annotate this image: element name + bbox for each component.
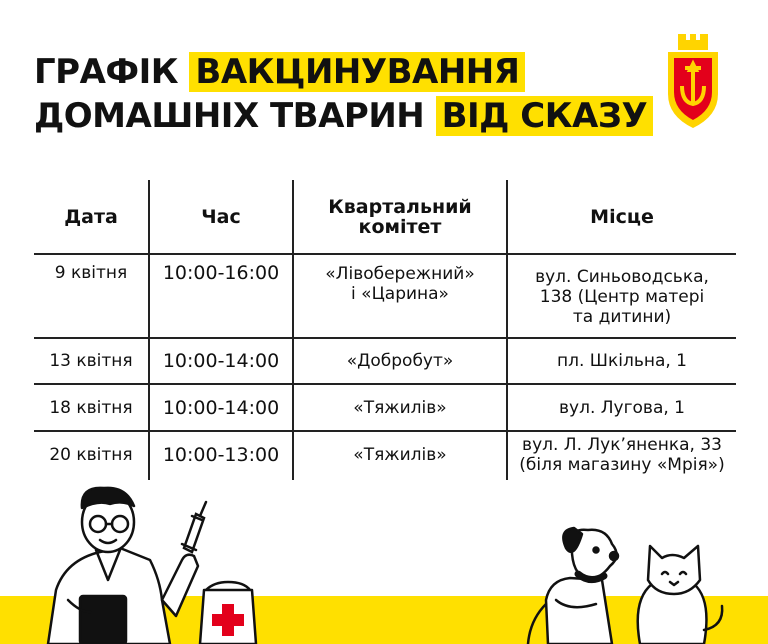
header-time: Час	[201, 205, 241, 228]
title-plain-1: ГРАФІК	[34, 52, 179, 92]
row-2-place: пл. Шкільна, 1	[557, 351, 687, 371]
title-highlight-1: ВАКЦИНУВАННЯ	[189, 52, 525, 92]
row-1-committee: «Лівобережний» і «Царина»	[325, 264, 475, 304]
title-plain-2: ДОМАШНІХ ТВАРИН	[34, 96, 425, 136]
header-committee: Квартальний комітет	[328, 195, 472, 238]
medicine-bag-icon	[200, 582, 256, 644]
header-date: Дата	[64, 205, 118, 228]
row-4-date: 20 квітня	[49, 445, 133, 465]
title-highlight-2: ВІД СКАЗУ	[436, 96, 654, 136]
row-3-date: 18 квітня	[49, 397, 133, 418]
header-place: Місце	[590, 205, 654, 228]
row-4-place: вул. Л. Лук’яненка, 33 (біля магазину «Мрія»)	[519, 435, 725, 475]
syringe-icon	[182, 502, 206, 552]
row-1-time: 10:00-16:00	[162, 262, 280, 284]
cat-icon	[638, 546, 722, 644]
row-1-place: вул. Синьоводська, 138 (Центр матері та дитини)	[535, 267, 709, 327]
row-2-committee: «Добробут»	[346, 351, 454, 371]
row-2-time: 10:00-14:00	[162, 350, 280, 372]
row-3-committee: «Тяжилів»	[353, 397, 447, 418]
row-4-time: 10:00-13:00	[162, 444, 280, 466]
dog-icon	[528, 528, 618, 644]
veterinarian-icon	[48, 488, 198, 644]
row-3-place: вул. Лугова, 1	[559, 397, 685, 418]
row-1-date: 9 квітня	[54, 263, 128, 283]
row-3-time: 10:00-14:00	[162, 396, 280, 419]
row-4-committee: «Тяжилів»	[353, 445, 447, 465]
row-2-date: 13 квітня	[49, 351, 133, 371]
